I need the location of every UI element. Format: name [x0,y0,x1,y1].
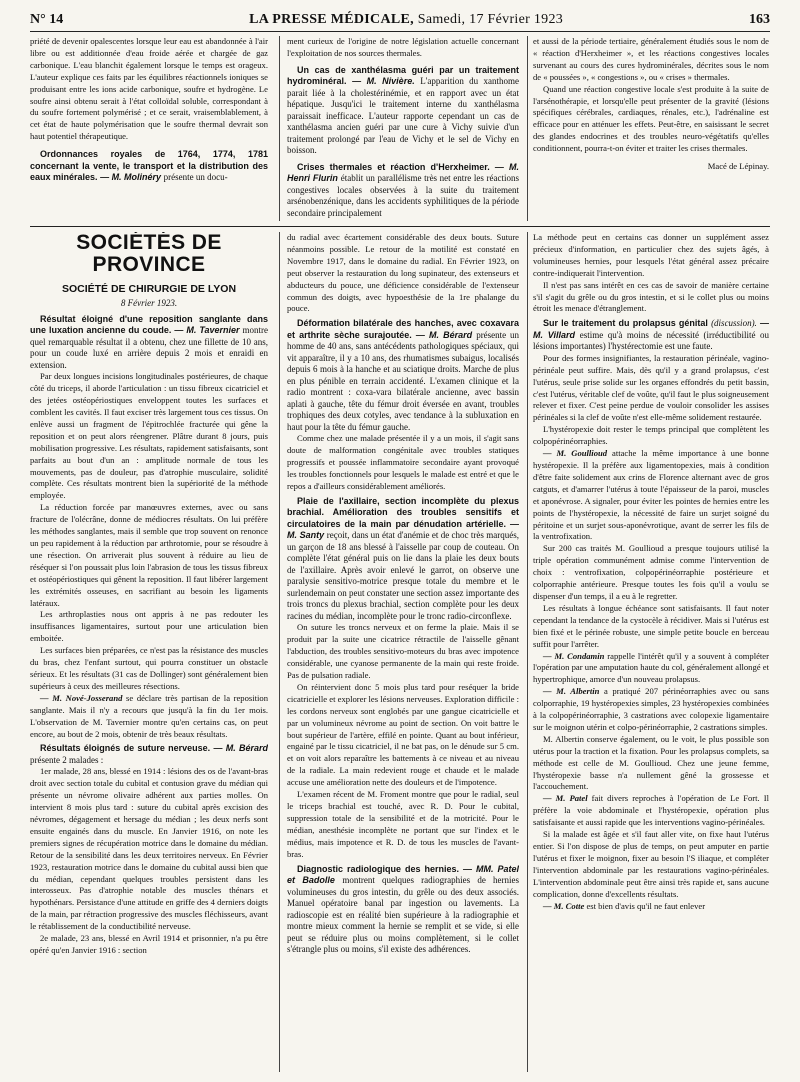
article-heading [287,65,519,157]
paragraph-body: fait divers reproches à l'opération de Le Fort. Il préfère la voie abdominale et l'hystéropexie, opération plus satisfaisante et aussi rapide que les interventions vagino-périnéales. [533,793,769,828]
paragraph-body: rappelle l'intérêt qu'il y a souvent à compléter l'opération par une amputation haute du col, généralement allongé et hypertrophique, amorce d'un nouveau prolapsus. [533,650,769,685]
heading-body: établit un parallélisme très net entre les réactions congestives locales observées à la suite du traitement arsénobenzénique, dans les accidents syphilitiques de la période secondaire principalement [287,173,519,218]
column-divider [279,232,280,1072]
article-heading [30,743,268,766]
author: — M. Bérard [415,329,473,340]
author: — M. Santy [287,518,519,541]
heading-body: présente 2 malades : [30,754,104,765]
heading-tag: (discussion). [711,318,757,329]
heading-text: Un cas de xanthélasma guéri par un traitement hydrominéral. [287,64,519,87]
author: — M. Patel [543,793,588,804]
author: — M. Goullioud [543,448,608,459]
bottom-column-2 [287,232,519,1072]
paragraph: L'hystéropexie doit rester le temps principal que complètent les colpopérinéorraphies. [533,424,769,447]
paragraph: ment curieux de l'origine de notre législation actuelle concernant l'exploitation de nos sources thermales. [287,36,519,58]
paragraph [533,448,769,543]
top-column-2 [287,36,519,221]
heading-body: estime qu'à moins de nécessité (irréductibilité ou lésions importantes) l'hystérectomie est une faute. [533,329,769,352]
column-divider [527,36,528,221]
page-header [30,6,770,28]
heading-body: présente un docu- [163,172,228,183]
paragraph: 2e malade, 23 ans, blessé en Avril 1914 et prisonnier, n'a pu être opéré qu'en Janvier 1916 : section [30,933,268,955]
paragraph-body: est bien d'avis qu'il ne faut enlever [586,900,706,911]
paragraph: Les surfaces bien préparées, ce n'est pas la résistance des muscles du bras, chez l'enfant surtout, qui pourra constituer un obstacle sérieux. Et les résultats (31 cas de Dollinger) sont généralement bien supérieurs à ceux des meilleures résections. [30,645,268,691]
masthead [249,12,563,28]
heading-text: Résultats éloignés de suture nerveuse. [40,743,211,754]
paragraph-body: attache la même importance à une bonne hystéropexie. Il la préfère aux ligamentopexies, mais à condition d'être faite solidement aux crins de Florence alternant avec de gros catguts, et d'amarrer l'utérus à toute l'épaisseur de la paroi, muscles et aponévrose. A signaler, pour éviter les pointes de hernies entre les points de l'hystéropexie, la nécessité de faire un surjet soigné du péritoine et un surjet sous-aponévrotique, avant de serrer les fils de la ventrofixation. [533,448,769,542]
heading-text: Diagnostic radiologique des hernies. [297,863,459,874]
heading-text: Déformation bilatérale des hanches, avec coxavara et arthrite sèche surajoutée. [287,318,519,340]
bottom-column-3 [533,232,769,1072]
author: — M. Henri Flurin [287,161,519,184]
author: — MM. Patel et Badolle [287,863,519,885]
paragraph: Sur 200 cas traités M. Goullioud a presque toujours utilisé la triple opération communément admise comme l'intervention de choix : ventrofixation, colpopérinéorraphie postérieure et colporraphie antérieure. Presque toutes les fois qu'il a voulu se dispenser d'un temps, il a eu à le regretter. [533,543,769,601]
header-rule [30,31,770,32]
author: — M. Bérard [213,743,268,754]
article-heading [30,149,268,184]
section-title: SOCIÉTÉS DE PROVINCE [76,232,222,276]
bottom-column-1 [30,232,268,1072]
signature: Macé de Lépinay. [707,161,769,172]
paragraph-body: a pratiqué 207 périnéorraphies avec ou sans colporraphie, 19 hystéropexies simples, 23 hystéropexies combinées à la colpopérinéorraphie, 3 castrations avec colopexie ligamentaire sur le moignon utérin et colpo-périnéorraphie, 2 castrations simples. [533,686,769,732]
paragraph: La réduction forcée par manœuvres externes, avec ou sans fracture de l'olécrâne, donne de médiocres résultats. On lui préfère les méthodes sanglantes, mais il semble que trop souvent on renonce un peu rapidement à la réduction par arthrotomie, pour se résoudre à une résection. On arriverait plus souvent à réduire au lieu de réséquer si l'on poussait plus loin l'abrasion de tous les tissus fibreux et ostéopériostiques qui gênent la reposition. Il faut libérer largement les extrémités osseuses, en sacrifiant au besoin les ligaments latéraux. [30,502,268,608]
article-heading [287,318,519,433]
column-divider [279,36,280,221]
author: — M. Tavernier [174,325,240,336]
heading-body: montre quel remarquable résultat il a obtenu, chez une fillette de 10 ans, pour un coude luxé en arrière depuis 2 mois et enraidi en extension. [30,325,268,370]
paragraph: Pour des formes insignifiantes, la restauration périnéale, vagino-périnéale peut suffire. Mais, dès qu'il y a grand prolapsus, c'est l'utérus, seule prise solide sur les organes effondrés du petit bassin, c'est l'utérus, véritable clef de voûte, qu'il faut le plus soigneusement relever et fixer. C'est peine perdue de vouloir consolider les assises périnéales si la clef de voûte n'est elle-même solidement restaurée. [533,352,769,423]
paragraph: La méthode peut en certains cas donner un supplément assez précieux d'information, en particulier chez des sujets âgés, à volumineuses hernies, pour lesquels l'état général assez précaire contre-indiquerait l'intervention. [533,232,769,278]
paragraph: L'examen récent de M. Froment montre que pour le radial, seul le triceps brachial est touché, avec R. D. Pour le cubital, suppression totale de la sensibilité et de la motricité. Pour le médian, anesthésie incomplète ne portant que sur l'index et le médius, mais impotence et R. D. de tous les muscles de l'avant-bras. [287,789,519,859]
article-heading [287,496,519,623]
page-number: 163 [749,12,770,27]
issue-date: Samedi, 17 Février 1923 [417,12,564,27]
paragraph: Les résultats à longue échéance sont satisfaisants. Il faut noter cependant la tendance de la cystocèle à récidiver. Mais si l'utérus est bien fixé et le périnée robuste, une simple petite boucle en berceau suffit pour l'arrêter. [533,602,769,649]
author: — M. Albertin [543,686,600,697]
article-heading [287,864,519,956]
heading-body: montrent quelques radiographies de hernies volumineuses du gros intestin, du grêle ou des deux associés. Manuel opératoire banal par ingestion ou lavements. La radioscopie est en réalité bien supérieure à la radiographie et montre mieux comment la hernie se remplit et se vide, si elle peut se réduire plus ou moins complètement, si le collet s'étrangle plus ou moins, s'il existe des adhérences. [287,875,519,954]
author: — M. Molinéry [100,172,162,183]
paragraph: Si la malade est âgée et s'il faut aller vite, on fixe haut l'utérus entier. Si l'on dispose de plus de temps, on peut amputer en partie l'utérus et fixer le moignon, fixer au besoin l'S iliaque, et compléter l'intervention abdominale par les restaurations vagino-périnéales. L'intervention abdominale peut être ainsi très rapide et, sans aucune complication, donne d'excellents résultats. [533,829,769,899]
top-column-1 [30,36,268,221]
heading-body: reçoit, dans un état d'anémie et de choc très marqués, un garçon de 18 ans blessé à l'aisselle par coup de couteau. On complète l'état général puis on lie dans la plaie les deux bouts de l'axillaire. Après avoir enlevé le garrot, on observe une paralysie sensitivo-motrice presque totale du membre et le surlendemain on peut constater une section assez importante des trois troncs du plexus brachial, section complète pour les deux racines du médian, incomplète pour le tronc radio-circonflexe. [287,530,519,621]
paragraph [30,693,268,741]
paragraph: et aussi de la période tertiaire, généralement étudiés sous le nom de « réaction d'Herxheimer », et les réactions congestives locales survenant au cours des cures hydrominérales, décrites sous le nom de « poussées », « congestions », ou « crises » thermales. [533,36,769,82]
article-heading [287,162,519,220]
meeting-date: 8 Février 1923. [120,297,178,308]
section-rule [30,226,770,227]
heading-text: Crises thermales et réaction d'Herxheimer. [297,161,490,172]
heading-text: Résultat éloigné d'une reposition sanglante dans une luxation ancienne du coude. [30,313,268,336]
heading-text: Sur le traitement du prolapsus génital [543,318,708,329]
society-name: SOCIÉTÉ DE CHIRURGIE DE LYON [61,283,237,295]
author: — M. Cotte [543,900,585,911]
paragraph: Par deux longues incisions longitudinales postérieures, de chaque côté du triceps, il aborde l'articulation : un tissu fibreux cicatriciel et des jetées ostéopériostiques enveloppent toutes les surfaces et comblent les cavités. Il faut exciser très largement tous ces tissus. On enlève aussi un fragment de l'épitrochlée fracturée qui gêne la reposition et on peut alors réengrener. Plâtre durant 8 jours, puis mobilisation progressive. Les résultats, rapidement satisfaisants, sont parfaits au bout d'un an : amplitude normale de tous les mouvements, pas de douleur, pas d'atrophie musculaire, solidité complète. Ces résultats montrent bien la supériorité de la méthode employée. [30,371,268,501]
issue-number: N° 14 [30,12,64,27]
author: — M. Nivière. [352,76,415,87]
paragraph: Les arthroplasties nous ont appris à ne pas redouter les insuffisances ligamentaires, surtout pour une articulation bien emboitée. [30,609,268,644]
paragraph: M. Albertin conserve également, ou le voit, le plus possible son utérus pour la traction et la fixation. Pour les prolapsus complets, sa méthode est celle de M. Goullioud. Chez une jeune femme, l'hystéropexie basse n'a nullement gêné la grossesse et l'accouchement. [533,733,769,792]
top-column-3 [533,36,769,221]
heading-text: Plaie de l'axillaire, section incomplète du plexus brachial. Amélioration des troubles sensitifs et circulatoires de la main par dénudation artérielle. [287,495,519,529]
paragraph: On suture les troncs nerveux et on ferme la plaie. Mais il se produit par la suite une cicatrice rétractile de l'aisselle gênant l'abduction, des troubles sensitivo-moteurs du bras avec impotence considérable, une cyanose permanente de la main qui reste froide. Pas de pulsation radiale. [287,622,519,680]
journal-title: LA PRESSE MÉDICALE, [249,12,414,27]
paragraph: du radial avec écartement considérable des deux bouts. Suture néanmoins possible. Le retour de la motilité est constaté en Novembre 1917, dans le domaine du radial. En Février 1923, on peut observer la restauration du long supinateur, des extenseurs et abducteurs du pouce, une déficience considérable de l'extenseur commun des doigts, avec hypoesthésie de la 1re phalange du pouce. [287,232,519,314]
column-divider [527,232,528,1072]
paragraph [533,651,769,687]
article-heading [533,318,769,353]
author: — M. Nové-Josserand [40,692,123,703]
heading-text: Ordonnances royales de 1764, 1774, 1781 concernant la vente, le transport et la distribution des eaux minérales. [30,149,268,183]
paragraph [533,686,769,734]
paragraph [533,793,769,829]
author: — M. Villard [533,318,769,340]
paragraph: On réintervient donc 5 mois plus tard pour reséquer la bride cicatricielle et explorer les lésions nerveuses. Exploration difficile : les cordons nerveux sont englobés par une gangue cicatricielle et par un volumineux névrome au point de section. On voit battre le bout supérieur de l'artère, effilé en pointe. Quant au bout inférieur, engainé par le tissu cicatriciel, il ne bat pas, on le dénude sur 5 cm. et on voit alors reparaître les battements à ce niveau et au niveau de la radiale. La main redevient rouge et chaude et le malade accuse une amélioration nette des douleurs et de l'impotence. [287,681,519,788]
paragraph [533,901,769,913]
article-heading [30,314,268,372]
paragraph: Il n'est pas sans intérêt en ces cas de savoir de manière certaine s'il s'agit du grêle ou du gros intestin, et si le collet plus ou moins étroit les menace d'étranglement. [533,279,769,314]
paragraph: 1er malade, 28 ans, blessé en 1914 : lésions des os de l'avant-bras droit avec section totale du cubital et contusion grave du médian qui présente un névrome olivaire adhérent aux parties molles. On intervient 8 mois plus tard : suture du cubital après excision des névromes, dégagement et hersage du médian ; les deux nerfs sont ensuite engainés dans du muscle. En Janvier 1916, on note les premiers signes de récupération motrice dans le domaine du médian. Retour de la sensibilité dans les deux territoires nerveux. En Février 1923, restauration motrice dans le domaine du cubital aussi bien que du médian, cependant quelques troubles persistent dans les interosseux. Pas d'atrophie notable des muscles thénars et hypothénars. Persistance d'une attitude en griffe des 4 derniers doigts de la main, par rétraction progressive des muscles fléchisseurs, avant le rétablissement de la conductibilité nerveuse. [30,766,268,932]
paragraph: priété de devenir opalescentes lorsque leur eau est abandonnée à l'air libre ou est additionnée d'eau froide aérée et chargée de gaz carbonique. L'eau blanchit également lorsque le temps est orageux. L'auteur explique ces faits par les équilibres réactionnels ioniques se produisant entre les ions acide carbonique, soufre et hydrogène. Le soufre ainsi obtenu serait à l'état colloïdal soluble, correspondant à du soufre fortement polymérisé ; et ce serait, vraisemblablement, à cet état de haute polymérisation que le soufre thermal devrait son haut potentiel thérapeutique. [30,36,268,142]
heading-body: L'apparition du xanthome parait liée à la cholestérinémie, et en rapport avec un état hépatique. Jusqu'ici le traitement interne du xanthélasma paraissait inefficace. L'auteur rapporte cependant un cas de xanthélasma ancien guéri par une cure à Vichy suivie d'un traitement prolongé par l'eau de Vichy et le sel de Vichy en boisson. [287,76,519,156]
author: — M. Condamin [543,650,605,661]
heading-body: présente un homme de 40 ans, sans antécédents pathologiques spéciaux, qui vit apparaître, il y a 10 ans, des rhumatismes subaigus, localisés depuis 6 mois à la hanche et au sciatique droits. Marche de plus en plus pénible en terrain accidenté. L'examen clinique et la radio montrent : coxa-vara bilatérale ancienne, avec bassin aplati à gauche, tête du fémur droit éversée en avant, troubles trophiques des deux cotyles, avec tendance à la subluxation en haut pour la tête du fémur gauche. [287,329,519,432]
paragraph: Comme chez une malade présentée il y a un mois, il s'agit sans doute de malformation congénitale avec troubles statiques progressifs et poussée inflammatoire secondaire ayant provoqué les troubles fonctionnels pour lesquels le malade est entré et que le repos a d'ailleurs considérablement améliorés. [287,433,519,491]
paragraph-body: se déclare très partisan de la reposition sanglante. Mais il n'y a recours que jusqu'à la fin du 1er mois. L'observation de M. Tavernier montre qu'en certains cas, on peut encore, au bout de 2 mois, obtenir de très beaux résultats. [30,692,268,739]
paragraph: Quand une réaction congestive locale s'est produite à la suite de l'arsénothérapie, et lorsqu'elle peut présenter de la gravité (lésions spécifiques cérébrales, cardiaques, rénales, etc.), l'adrénaline est efficace pour en atténuer les effets. Peut-être, en saisissant le secret des glandes endocrines et des troubles neuro-végétatifs qu'elles conditionnent, pourra-t-on éviter et traiter les crises thermales. [533,83,769,154]
